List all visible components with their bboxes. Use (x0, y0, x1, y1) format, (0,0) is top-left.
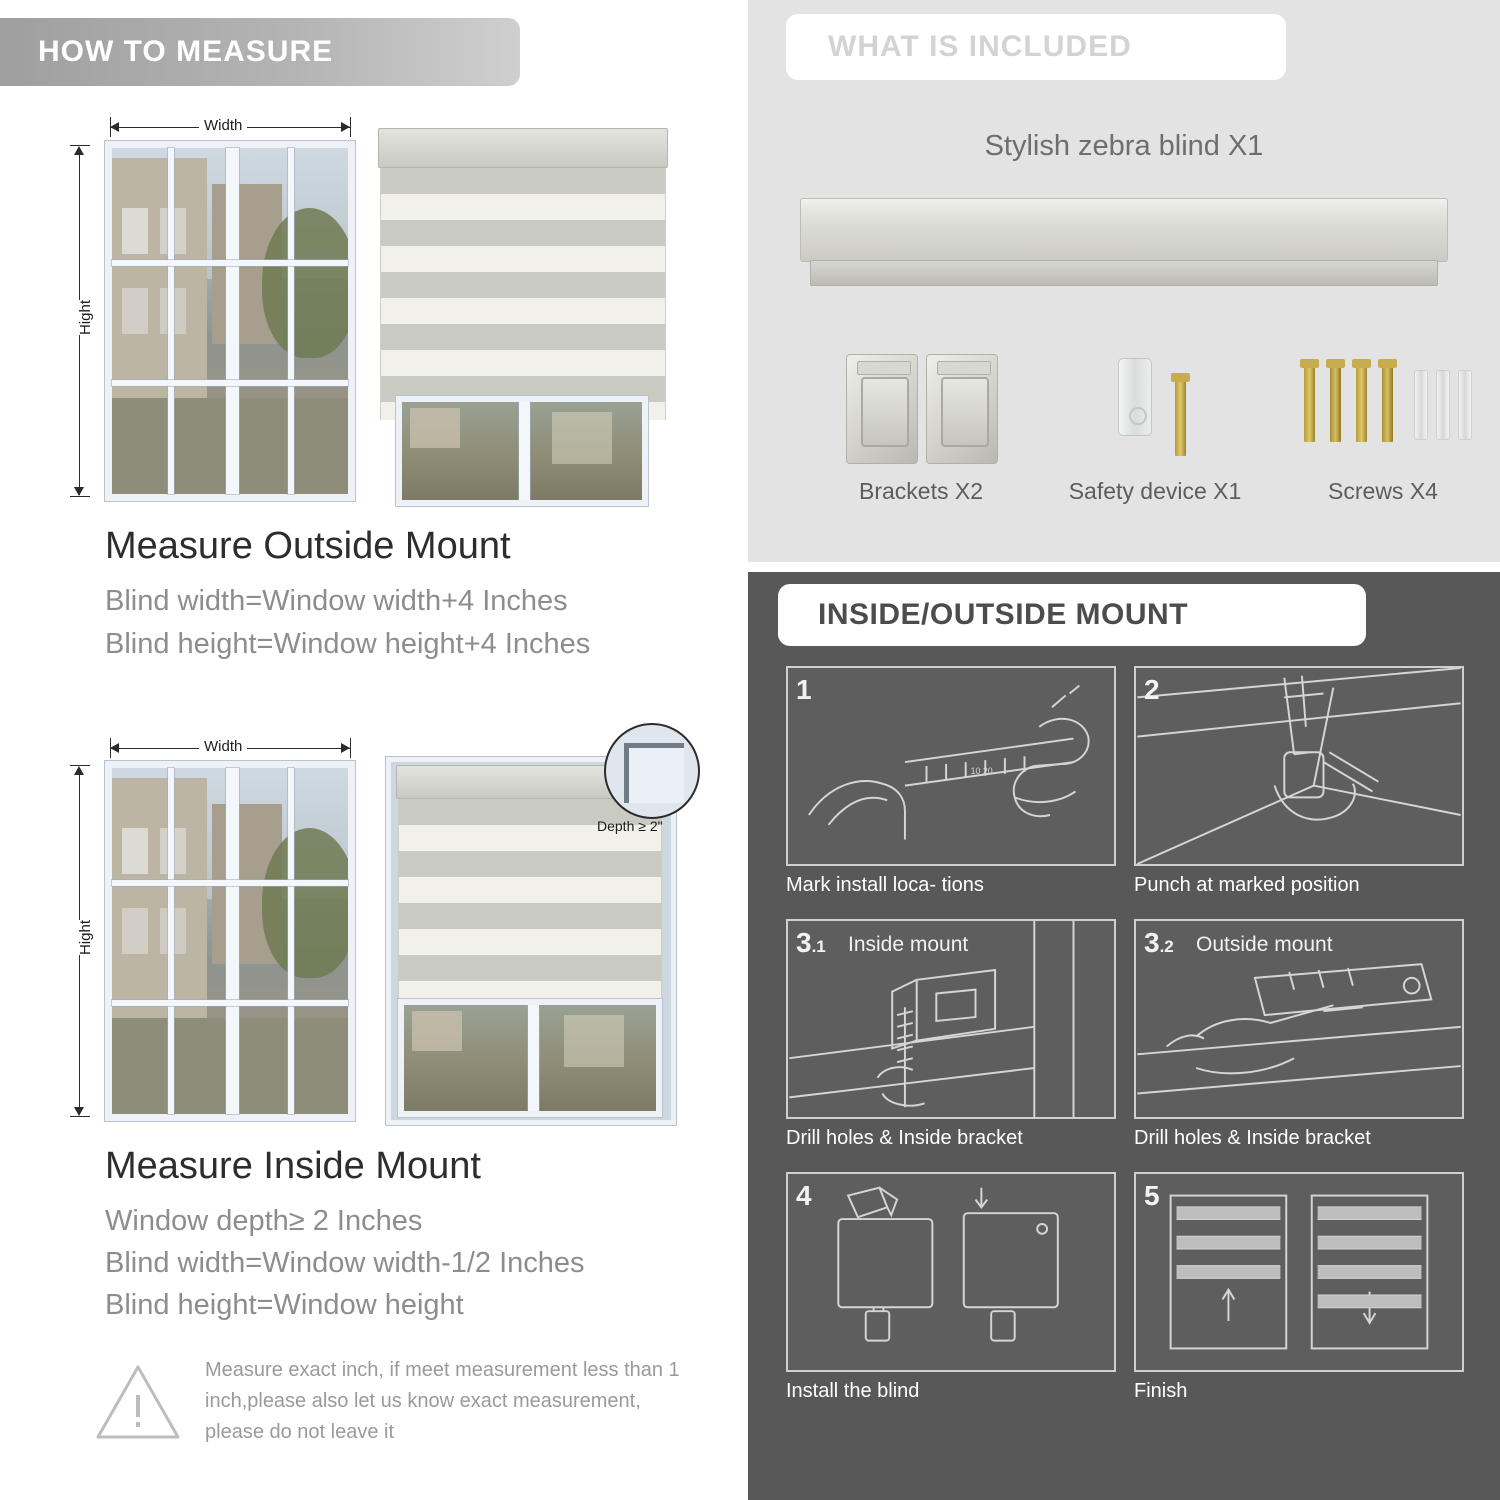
parts-row (748, 340, 1500, 540)
depth-callout-circle (604, 723, 700, 819)
part-brackets (806, 340, 1036, 520)
step-5-caption: Finish (1134, 1380, 1188, 1402)
zebra-blind-product-image (800, 198, 1448, 298)
building-left (112, 158, 207, 408)
mullion-h1-2 (112, 880, 348, 886)
window-reflection-1 (122, 208, 148, 254)
warning-icon (95, 1363, 181, 1441)
inside-width-tick-right (350, 738, 351, 758)
step-1-caption: Mark install loca- tions (786, 874, 984, 896)
mullion-a (168, 148, 174, 494)
step-1 (786, 666, 1116, 897)
blind-headrail (378, 128, 668, 168)
mullion-center-2 (226, 768, 239, 1114)
inside-height-label: Hight (72, 920, 99, 955)
blind-fabric (380, 168, 666, 420)
small-window-detail-2 (552, 412, 612, 464)
step-4 (786, 1172, 1116, 1403)
mullion-b (288, 148, 294, 494)
tree (262, 208, 348, 358)
step-2 (1134, 666, 1464, 897)
blind-rail-bottom (810, 260, 1438, 286)
step-1-illustration (788, 668, 1114, 864)
safety-screw-icon (1175, 380, 1186, 456)
depth-caption: Depth ≥ 2" (597, 818, 663, 834)
step-4-illustration (788, 1174, 1114, 1370)
outside-width-arrow-right (341, 122, 350, 132)
safety-device-label: Safety device X1 (1068, 478, 1242, 504)
step-4-caption: Install the blind (786, 1380, 920, 1402)
what-is-included-title: WHAT IS INCLUDED (828, 30, 1132, 63)
mullion-b-2 (288, 768, 294, 1114)
step-3-2-image (1134, 919, 1464, 1119)
small-window-detail-4 (564, 1015, 624, 1067)
inside-height-arrow-down (74, 1107, 84, 1116)
blind-rail-top (800, 198, 1448, 262)
screw-icon-2 (1330, 366, 1341, 442)
brackets-label: Brackets X2 (859, 478, 983, 504)
bracket-icon-1 (846, 354, 918, 464)
mullion-h1 (112, 260, 348, 266)
step-3-1-image (786, 919, 1116, 1119)
outside-width-label: Width (199, 117, 247, 134)
inside-width-label: Width (199, 738, 247, 755)
step-3-1 (786, 919, 1116, 1150)
part-safety-device (1040, 340, 1270, 520)
step-5-number: 5 (1144, 1180, 1160, 1211)
window-behind-blind-inside (398, 999, 662, 1117)
inside-mount-line-1: Window depth≥ 2 Inches (105, 1205, 423, 1237)
product-title: Stylish zebra blind X1 (984, 130, 1264, 162)
step-5-illustration (1136, 1174, 1462, 1370)
safety-device-icon (1118, 358, 1152, 436)
screw-icon-4 (1382, 366, 1393, 442)
inside-height-arrow-up (74, 766, 84, 775)
inside-outside-mount-header (778, 584, 1366, 646)
outside-mount-line-1: Blind width=Window width+4 Inches (105, 585, 568, 617)
inside-mount-line-2: Blind width=Window width-1/2 Inches (105, 1247, 585, 1279)
step-2-image (1134, 666, 1464, 866)
bracket-icon-2 (926, 354, 998, 464)
outside-width-arrow-left (110, 122, 119, 132)
what-is-included-panel (748, 0, 1500, 562)
step-3-2-inline-label: Outside mount (1196, 933, 1333, 956)
inside-mount-heading: Measure Inside Mount (105, 1145, 481, 1187)
tree-2 (262, 828, 348, 978)
mullion-h2-2 (112, 1000, 348, 1006)
outside-height-tick-top (70, 145, 90, 146)
window-reflection-7 (122, 908, 148, 954)
inside-width-tick-left (110, 738, 111, 758)
svg-text:10 20: 10 20 (970, 765, 993, 776)
outside-height-arrow-up (74, 146, 84, 155)
step-5 (1134, 1172, 1464, 1403)
inside-height-tick-top (70, 765, 90, 766)
screws-label: Screws X4 (1328, 478, 1438, 504)
inside-height-tick-bottom (70, 1116, 90, 1117)
how-to-measure-column (0, 0, 740, 1500)
how-to-measure-header (0, 18, 520, 86)
step-3-1-inline-label: Inside mount (848, 933, 969, 956)
depth-callout-corner (624, 743, 684, 803)
mullion-center (226, 148, 239, 494)
part-screws (1268, 340, 1498, 520)
inside-width-arrow-left (110, 743, 119, 753)
outside-mount-heading: Measure Outside Mount (105, 525, 511, 567)
step-3-2-caption: Drill holes & Inside bracket (1134, 1127, 1371, 1149)
inside-outside-mount-panel (748, 572, 1500, 1500)
inside-width-arrow-right (341, 743, 350, 753)
window-reflection-5 (122, 828, 148, 874)
small-window-detail-3 (412, 1011, 462, 1051)
small-window-detail-1 (410, 408, 460, 448)
step-3-2 (1134, 919, 1464, 1150)
what-is-included-header (786, 14, 1286, 80)
mullion-a-2 (168, 768, 174, 1114)
step-1-image (786, 666, 1116, 866)
outside-width-tick-left (110, 117, 111, 137)
inside-outside-mount-title: INSIDE/OUTSIDE MOUNT (818, 598, 1189, 631)
step-1-number: 1 (796, 674, 812, 705)
step-4-number: 4 (796, 1180, 812, 1211)
wall-anchor-icon-2 (1436, 370, 1450, 440)
window-behind-blind (396, 396, 648, 506)
wall-anchor-icon-1 (1414, 370, 1428, 440)
outside-mount-line-2: Blind height=Window height+4 Inches (105, 628, 591, 660)
outside-height-arrow-down (74, 487, 84, 496)
window-illustration-outside (105, 141, 355, 501)
step-3-1-number: 3.1 (796, 927, 826, 958)
window-illustration-inside (105, 761, 355, 1121)
step-2-caption: Punch at marked position (1134, 874, 1360, 896)
step-3-1-caption: Drill holes & Inside bracket (786, 1127, 1023, 1149)
small-window-mullion (519, 402, 530, 500)
inside-mount-line-3: Blind height=Window height (105, 1289, 464, 1321)
screw-icon-1 (1304, 366, 1315, 442)
wall-anchor-icon-3 (1458, 370, 1472, 440)
step-2-illustration (1136, 668, 1462, 864)
outside-height-tick-bottom (70, 496, 90, 497)
outside-height-label: Hight (72, 300, 99, 335)
outside-width-tick-right (350, 117, 351, 137)
building-left-2 (112, 778, 207, 1028)
window-reflection-3 (122, 288, 148, 334)
step-2-number: 2 (1144, 674, 1160, 705)
step-4-image (786, 1172, 1116, 1372)
step-3-2-number: 3.2 (1144, 927, 1174, 958)
step-5-image (1134, 1172, 1464, 1372)
mullion-h2 (112, 380, 348, 386)
installation-steps-grid (786, 666, 1464, 1403)
right-column (748, 0, 1500, 1500)
small-window-mullion-2 (528, 1005, 539, 1111)
how-to-measure-title: HOW TO MEASURE (38, 35, 334, 68)
screw-icon-3 (1356, 366, 1367, 442)
warning-text: Measure exact inch, if meet measurement less than 1 inch,please also let us know exact measurement, please do not leave it (205, 1359, 680, 1443)
